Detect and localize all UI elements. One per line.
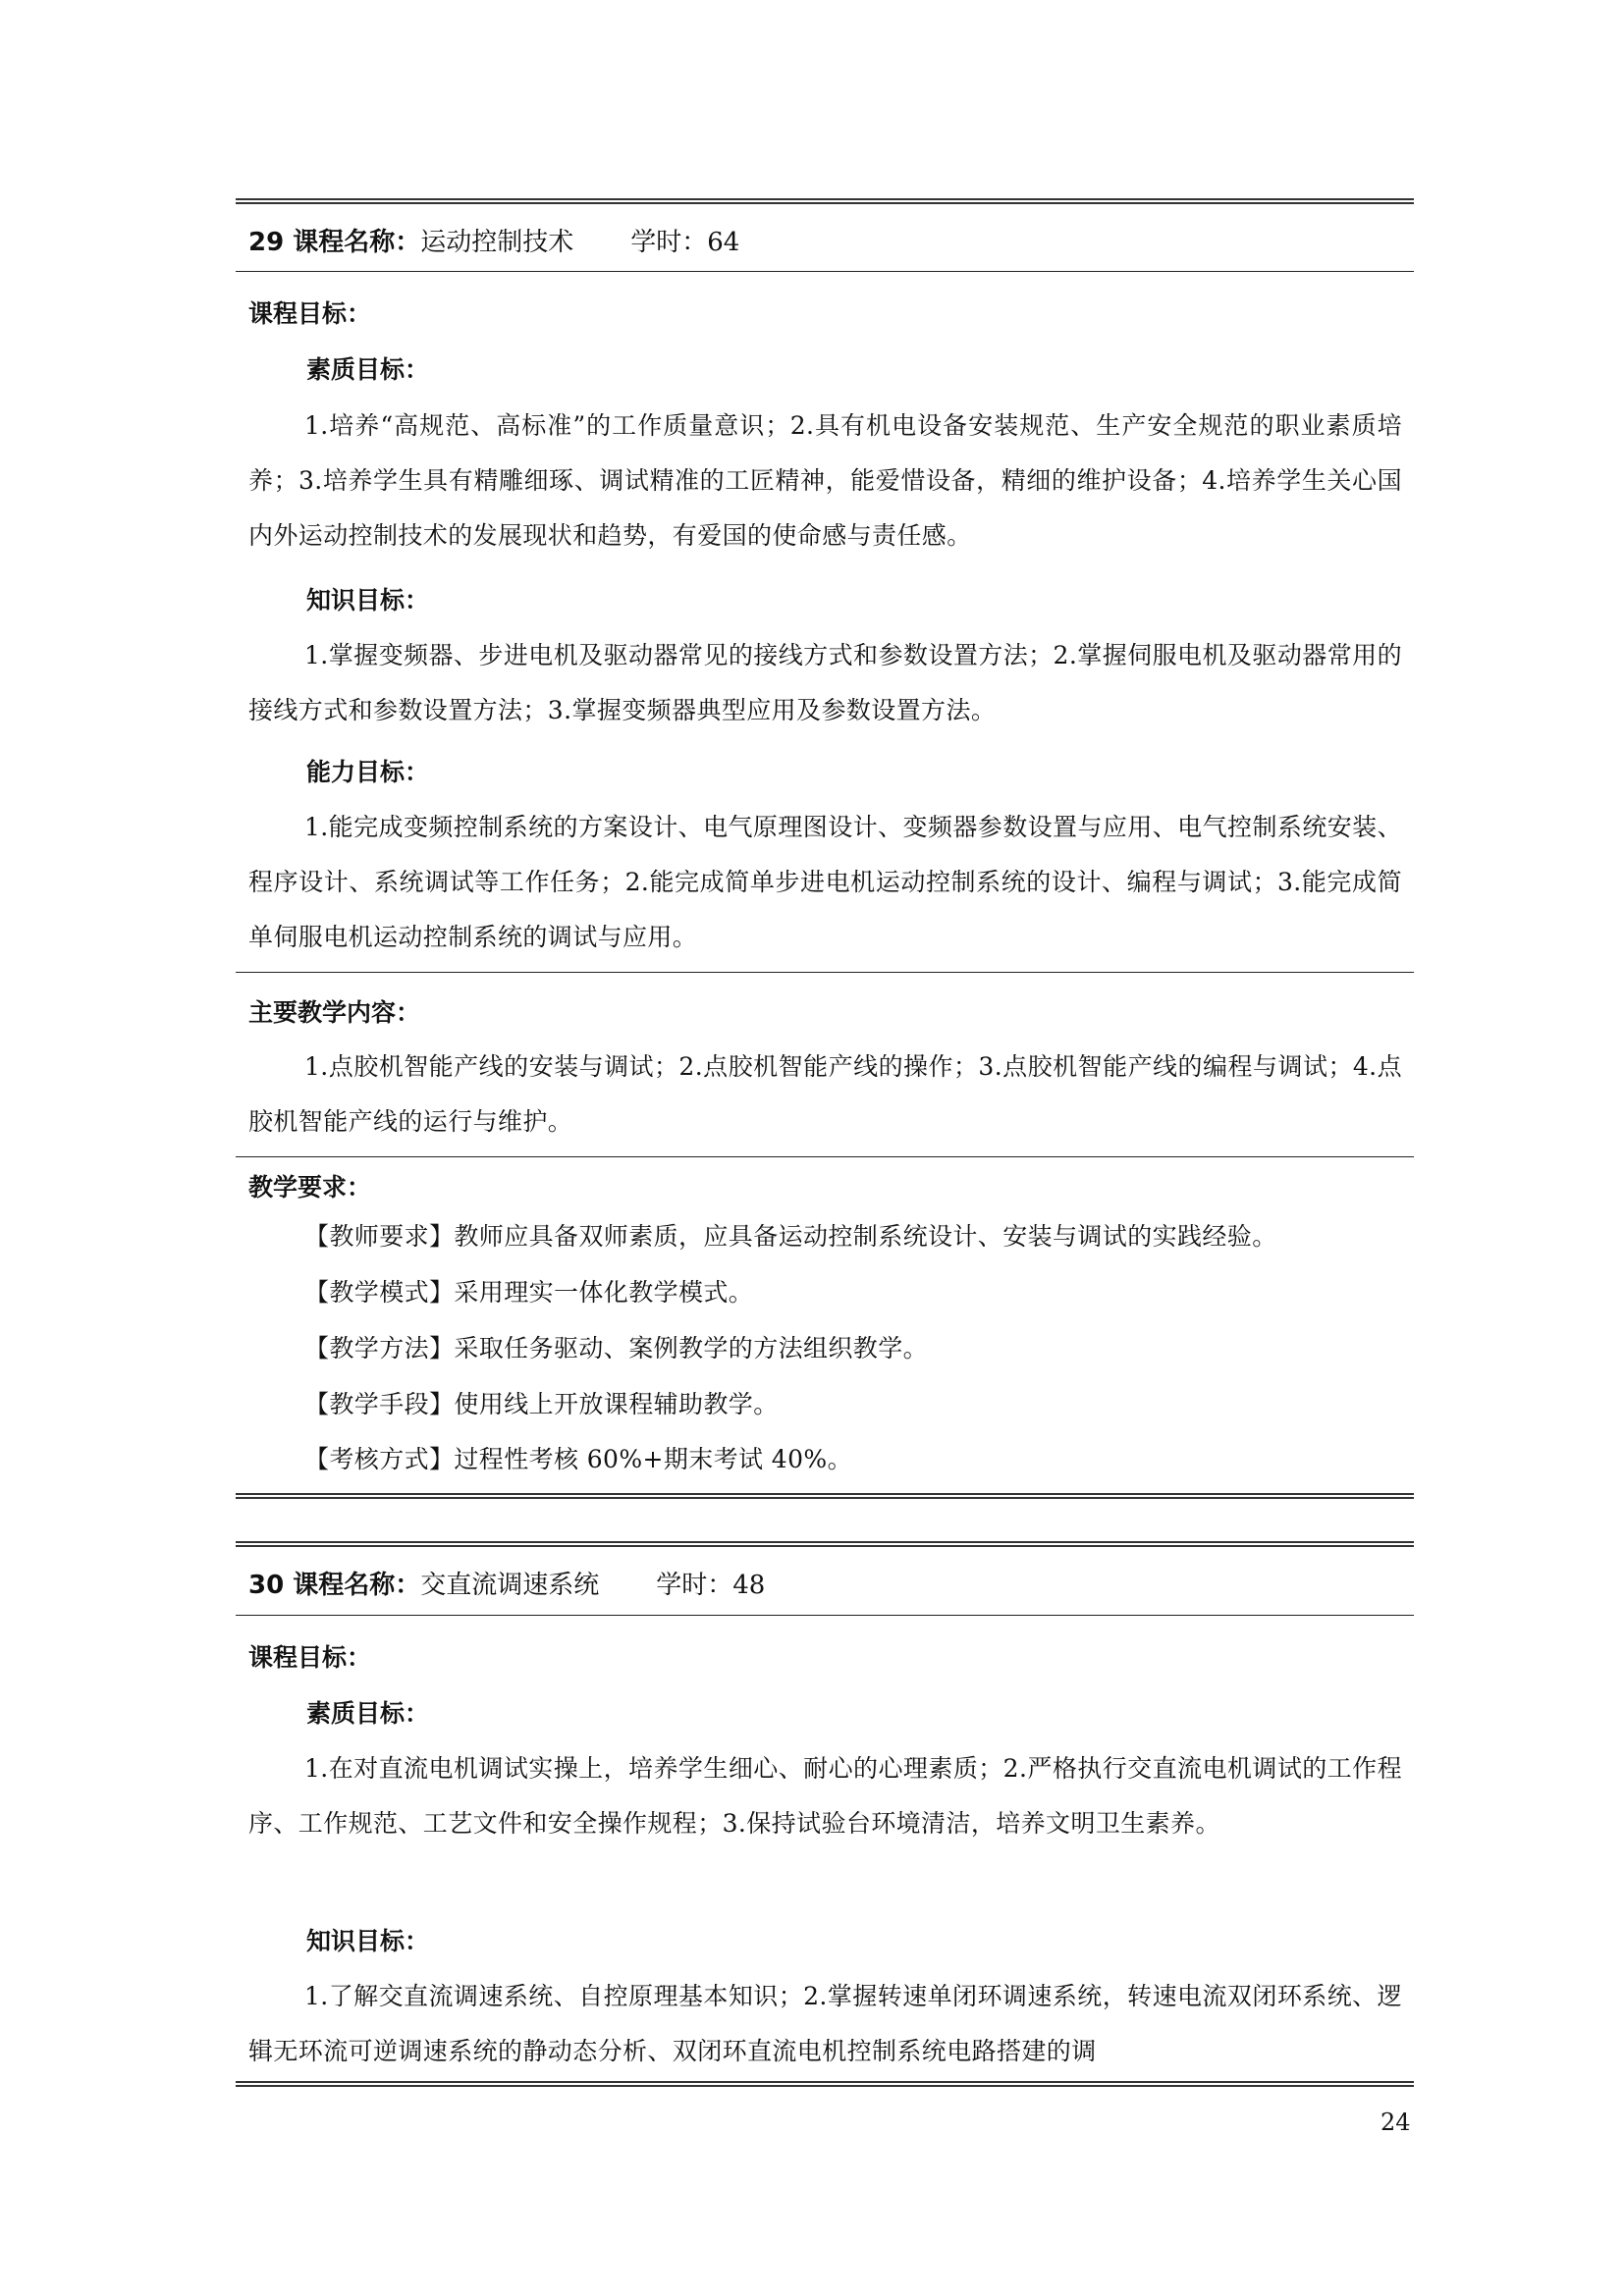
section-top-rule xyxy=(236,198,1414,204)
course-name: 交直流调速系统 xyxy=(420,1571,600,1600)
req-teacher: 【教师要求】教师应具备双师素质，应具备运动控制系统设计、安装与调试的实践经验。 xyxy=(304,1222,1277,1251)
course-hours: 学时：64 xyxy=(630,228,740,257)
course-name: 运动控制技术 xyxy=(420,228,574,257)
course-number-label: 29 课程名称： xyxy=(248,228,421,257)
course-30-title xyxy=(248,1565,765,1601)
section-bottom-rule xyxy=(236,1493,1414,1499)
divider xyxy=(236,1156,1414,1157)
content-heading: 主要教学内容： xyxy=(248,998,421,1027)
course-hours: 学时：48 xyxy=(656,1571,766,1600)
knowledge-text: 1.了解交直流调速系统、自控原理基本知识；2.掌握转速单闭环调速系统，转速电流双闭环系统、逻辑无环流可逆调速系统的静动态分析、双闭环直流电机控制系统电路搭建的调 xyxy=(248,1982,1402,2065)
knowledge-text: 1.掌握变频器、步进电机及驱动器常见的接线方式和参数设置方法；2.掌握伺服电机及驱动器常用的接线方式和参数设置方法；3.掌握变频器典型应用及参数设置方法。 xyxy=(248,641,1402,724)
quality-heading: 素质目标： xyxy=(306,355,430,384)
page-number: 24 xyxy=(1380,2109,1411,2136)
course-number-label: 30 课程名称： xyxy=(248,1571,421,1600)
section-bottom-rule xyxy=(236,2081,1414,2087)
quality-heading: 素质目标： xyxy=(306,1699,430,1728)
divider xyxy=(236,972,1414,973)
ability-heading: 能力目标： xyxy=(306,758,430,786)
req-assess: 【考核方式】过程性考核 60%+期末考试 40%。 xyxy=(304,1445,852,1473)
divider xyxy=(236,1615,1414,1616)
req-means: 【教学手段】使用线上开放课程辅助教学。 xyxy=(304,1390,779,1418)
goals-heading: 课程目标： xyxy=(248,1643,372,1672)
divider xyxy=(236,271,1414,272)
content-text: 1.点胶机智能产线的安装与调试；2.点胶机智能产线的操作；3.点胶机智能产线的编程与调试；4.点胶机智能产线的运行与维护。 xyxy=(248,1052,1402,1136)
section-top-rule xyxy=(236,1541,1414,1547)
ability-text: 1.能完成变频控制系统的方案设计、电气原理图设计、变频器参数设置与应用、电气控制系统安装、程序设计、系统调试等工作任务；2.能完成简单步进电机运动控制系统的设计、编程与调试；3.能完成简单伺服电机运动控制系统的调试与应用。 xyxy=(248,813,1402,951)
knowledge-heading: 知识目标： xyxy=(306,586,430,614)
quality-text: 1.在对直流电机调试实操上，培养学生细心、耐心的心理素质；2.严格执行交直流电机调试的工作程序、工作规范、工艺文件和安全操作规程；3.保持试验台环境清洁，培养文明卫生素养。 xyxy=(248,1754,1402,1838)
quality-text: 1.培养“高规范、高标准”的工作质量意识；2.具有机电设备安装规范、生产安全规范的职业素质培养；3.培养学生具有精雕细琢、调试精准的工匠精神，能爱惜设备，精细的维护设备；4.培养学生关心国内外运动控制技术的发展现状和趋势，有爱国的使命感与责任感。 xyxy=(248,411,1402,550)
req-mode: 【教学模式】采用理实一体化教学模式。 xyxy=(304,1278,754,1307)
requirements-heading: 教学要求： xyxy=(248,1173,372,1201)
goals-heading: 课程目标： xyxy=(248,299,372,328)
course-29-title xyxy=(248,222,739,258)
req-method: 【教学方法】采取任务驱动、案例教学的方法组织教学。 xyxy=(304,1334,929,1362)
knowledge-heading: 知识目标： xyxy=(306,1927,430,1955)
